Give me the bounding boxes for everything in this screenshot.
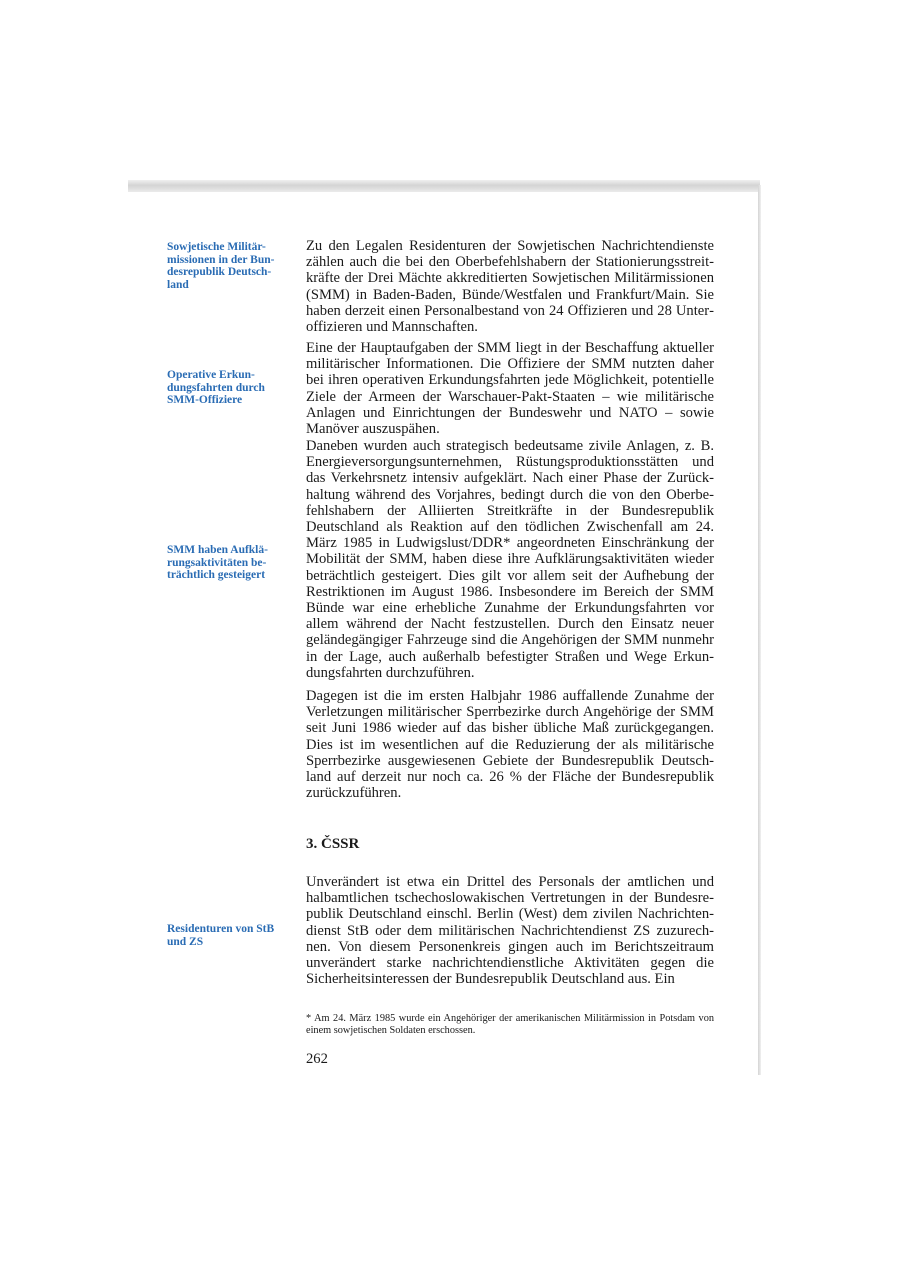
paragraph-sperrbezirke: Dagegen ist die im ersten Halbjahr 1986 auffallende Zunahme der Verletzungen militärischer Sperrbezirke durch Angehörige der SMM seit Juni 1986 wieder auf das bisher übliche Maß zurückgegangen. Dies ist im wesentlichen auf die Reduzierung der als militärische Sperrbezirke ausgewiesenen Gebiete der Bundesrepublik Deutschland auf derzeit nur noch ca. 26 % der Fläche der Bundesrepublik zurückzuführen.: [306, 688, 714, 802]
section-heading: 3. ČSSR: [306, 836, 360, 852]
paragraph-legale-residenturen: Zu den Legalen Residenturen der Sowjetischen Nachrichtendienste zählen auch die bei den Oberbefehlshabern der Stationierungsstreitkräfte der Drei Mächte akkreditierten Sowjetischen Militärmissionen (SMM) in Baden-Baden, Bünde/Westfalen und Frankfurt/Main. Sie haben derzeit einen Personalbestand von 24 Offizieren und 28 Unteroffizieren und Mannschaften.: [306, 238, 714, 336]
scan-page-edge-top: [128, 180, 760, 192]
scan-page-edge-right: [758, 185, 761, 1075]
margin-note-aufklaerung: SMM haben Aufklä-rungsaktivitäten be-trächtlich gesteigert: [167, 544, 268, 581]
paragraph-cssr: Unverändert ist etwa ein Drittel des Personals der amtlichen und halbamtlichen tschechoslowakischen Vertretungen in der Bundesrepublik Deutschland einschl. Berlin (West) dem zivilen Nachrichtendienst StB oder dem militärischen Nachrichtendienst ZS zuzurechnen. Von diesem Personenkreis gingen auch im Berichtszeitraum unverändert starke nachrichtendienstliche Aktivitäten gegen die Sicherheitsinteressen der Bundesrepublik Deutschland aus. Ein: [306, 874, 714, 988]
page-number: 262: [306, 1051, 328, 1067]
margin-note-smm: Sowjetische Militär-missionen in der Bun-desrepublik Deutsch-land: [167, 241, 275, 291]
paragraph-zivile-anlagen: Daneben wurden auch strategisch bedeutsame zivile Anlagen, z. B. Energieversorgungsunternehmen, Rüstungsproduktionsstätten und das Verkehrsnetz intensiv aufgeklärt. Nach einer Phase der Zurückhaltung während des Vorjahres, bedingt durch die von den Oberbefehlshabern der Alliierten Streitkräfte in der Bundesrepublik Deutschland als Reaktion auf den tödlichen Zwischenfall am 24. März 1985 in Ludwigslust/DDR* angeordneten Einschränkung der Mobilität der SMM, haben diese ihre Aufklärungsaktivitäten wieder beträchtlich gesteigert. Dies gilt vor allem seit der Aufhebung der Restriktionen im August 1986. Insbesondere im Bereich der SMM Bünde war eine erhebliche Zunahme der Erkundungsfahrten vor allem während der Nacht festzustellen. Durch den Einsatz neuer geländegängiger Fahrzeuge sind die Angehörigen der SMM nunmehr in der Lage, auch außerhalb befestigter Straßen und Wege Erkundungsfahrten durchzuführen.: [306, 438, 714, 681]
margin-note-residenturen: Residenturen von StB und ZS: [167, 923, 275, 948]
paragraph-hauptaufgaben: Eine der Hauptaufgaben der SMM liegt in der Beschaffung aktueller militärischer Informationen. Die Offiziere der SMM nutzten daher bei ihren operativen Erkundungsfahrten jede Möglichkeit, potentielle Ziele der Armeen der Warschauer-Pakt-Staaten – wie militärische Anlagen und Einrichtungen der Bundeswehr und NATO – sowie Manöver auszuspähen.: [306, 340, 714, 438]
margin-note-erkundungsfahrten: Operative Erkun-dungsfahrten durch SMM-Offiziere: [167, 369, 265, 406]
footnote: * Am 24. März 1985 wurde ein Angehöriger der amerikanischen Militärmission in Potsdam von einem sowjetischen Soldaten erschossen.: [306, 1013, 714, 1036]
